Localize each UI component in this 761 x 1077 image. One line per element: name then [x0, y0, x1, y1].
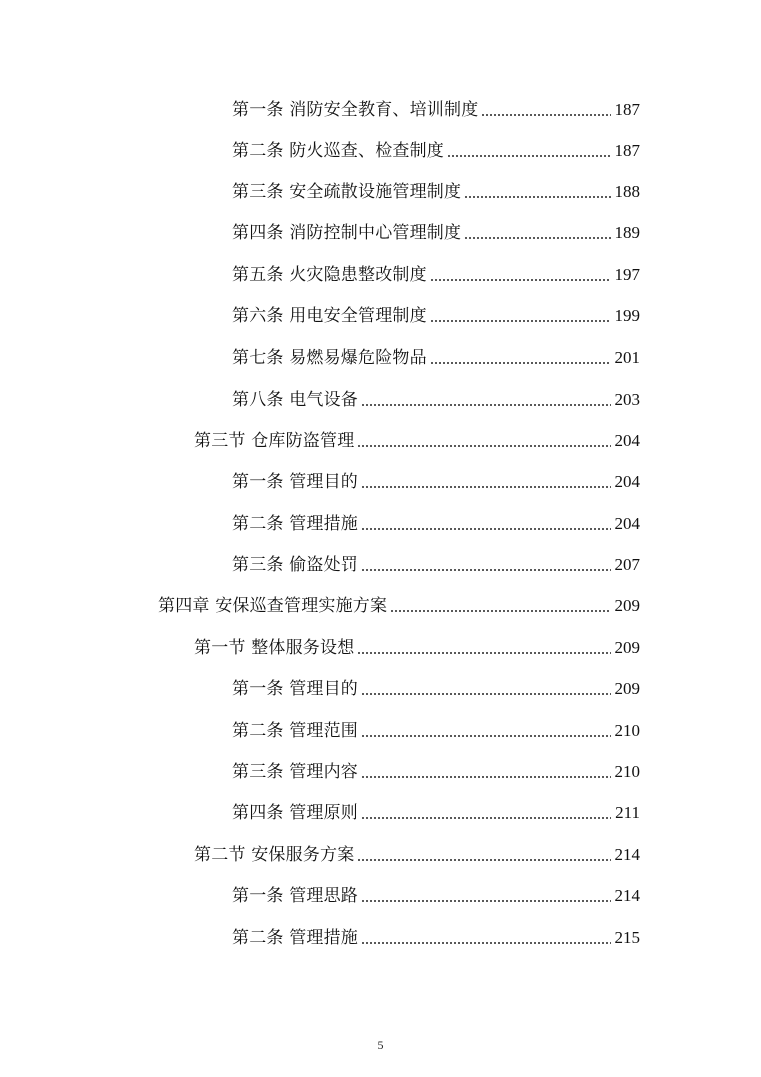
dot-leader: [481, 114, 611, 116]
dot-leader: [447, 155, 611, 157]
toc-entry-title: 第三条 偷盗处罚: [232, 555, 359, 575]
dot-leader: [430, 362, 611, 364]
dot-leader: [430, 279, 611, 281]
dot-leader: [361, 404, 611, 406]
toc-entry-title: 第一节 整体服务设想: [194, 638, 355, 658]
dot-leader: [430, 320, 611, 322]
toc-entry-page: 199: [614, 306, 640, 325]
toc-entry-title: 第一条 管理目的: [232, 679, 359, 699]
toc-entry[interactable]: [232, 219, 640, 247]
toc-entry[interactable]: [232, 468, 640, 496]
toc-entry[interactable]: [232, 799, 640, 827]
toc-entry-page: 187: [614, 100, 640, 119]
toc-entry-page: 204: [614, 431, 640, 450]
toc-entry[interactable]: [232, 137, 640, 165]
toc-entry-title: 第二条 防火巡查、检查制度: [232, 141, 445, 161]
dot-leader: [357, 445, 611, 447]
toc-entry-title: 第六条 用电安全管理制度: [232, 306, 427, 326]
toc-entry-page: 209: [614, 596, 640, 615]
toc-entry-page: 214: [614, 845, 640, 864]
page-number: 5: [377, 1038, 384, 1052]
dot-leader: [464, 237, 611, 239]
dot-leader: [464, 196, 611, 198]
dot-leader: [361, 528, 611, 530]
toc-entry-page: 211: [615, 803, 640, 822]
toc-entry[interactable]: [232, 261, 640, 289]
toc-entry-page: 215: [614, 928, 640, 947]
toc-entry-title: 第二条 管理措施: [232, 514, 359, 534]
toc-entry-title: 第三条 安全疏散设施管理制度: [232, 182, 462, 202]
toc-entry-title: 第二节 安保服务方案: [194, 845, 355, 865]
toc-entry-page: 209: [614, 638, 640, 657]
toc-entry-title: 第四条 管理原则: [232, 803, 359, 823]
toc-entry-title: 第二条 管理范围: [232, 721, 359, 741]
toc-entry[interactable]: [232, 551, 640, 579]
toc-entry-page: 210: [614, 721, 640, 740]
toc-entry-title: 第一条 管理思路: [232, 886, 359, 906]
dot-leader: [357, 652, 611, 654]
toc-entry-title: 第一条 管理目的: [232, 472, 359, 492]
toc-entry-page: 204: [614, 472, 640, 491]
toc-entry-title: 第二条 管理措施: [232, 928, 359, 948]
toc-entry-page: 210: [614, 762, 640, 781]
dot-leader: [361, 486, 611, 488]
toc-section-entry[interactable]: [194, 841, 640, 869]
toc-section-entry[interactable]: [194, 634, 640, 662]
toc-entry[interactable]: [232, 510, 640, 538]
toc-entry-page: 203: [614, 390, 640, 409]
toc-entry[interactable]: [232, 96, 640, 124]
toc-entry-page: 207: [614, 555, 640, 574]
toc-entry-title: 第四章 安保巡查管理实施方案: [158, 596, 388, 616]
toc-entry-title: 第三条 管理内容: [232, 762, 359, 782]
dot-leader: [361, 776, 611, 778]
toc-entry[interactable]: [232, 386, 640, 414]
toc-entry-title: 第一条 消防安全教育、培训制度: [232, 100, 479, 120]
toc-entry-page: 197: [614, 265, 640, 284]
toc-entry-title: 第三节 仓库防盗管理: [194, 431, 355, 451]
dot-leader: [361, 569, 611, 571]
toc-entry-page: 201: [614, 348, 640, 367]
toc-chapter-entry[interactable]: [158, 592, 640, 620]
toc-entry[interactable]: [232, 924, 640, 952]
toc-entry[interactable]: [232, 178, 640, 206]
toc-entry-page: 187: [614, 141, 640, 160]
dot-leader: [361, 900, 611, 902]
dot-leader: [361, 693, 611, 695]
toc-entry[interactable]: [232, 344, 640, 372]
toc-entry-title: 第五条 火灾隐患整改制度: [232, 265, 427, 285]
dot-leader: [361, 817, 611, 819]
toc-entry-page: 204: [614, 514, 640, 533]
toc-entry[interactable]: [232, 758, 640, 786]
dot-leader: [361, 942, 611, 944]
toc-entry-title: 第八条 电气设备: [232, 390, 359, 410]
dot-leader: [361, 735, 611, 737]
toc-entry[interactable]: [232, 882, 640, 910]
toc-entry-page: 189: [614, 223, 640, 242]
toc-entry[interactable]: [232, 717, 640, 745]
toc-entry-title: 第七条 易燃易爆危险物品: [232, 348, 427, 368]
toc-entry[interactable]: [232, 675, 640, 703]
toc-section-entry[interactable]: [194, 427, 640, 455]
toc-entry-page: 209: [614, 679, 640, 698]
toc-entry-title: 第四条 消防控制中心管理制度: [232, 223, 462, 243]
dot-leader: [357, 859, 611, 861]
toc-entry-page: 214: [614, 886, 640, 905]
toc-entry-page: 188: [614, 182, 640, 201]
toc-entry[interactable]: [232, 302, 640, 330]
dot-leader: [390, 610, 611, 612]
